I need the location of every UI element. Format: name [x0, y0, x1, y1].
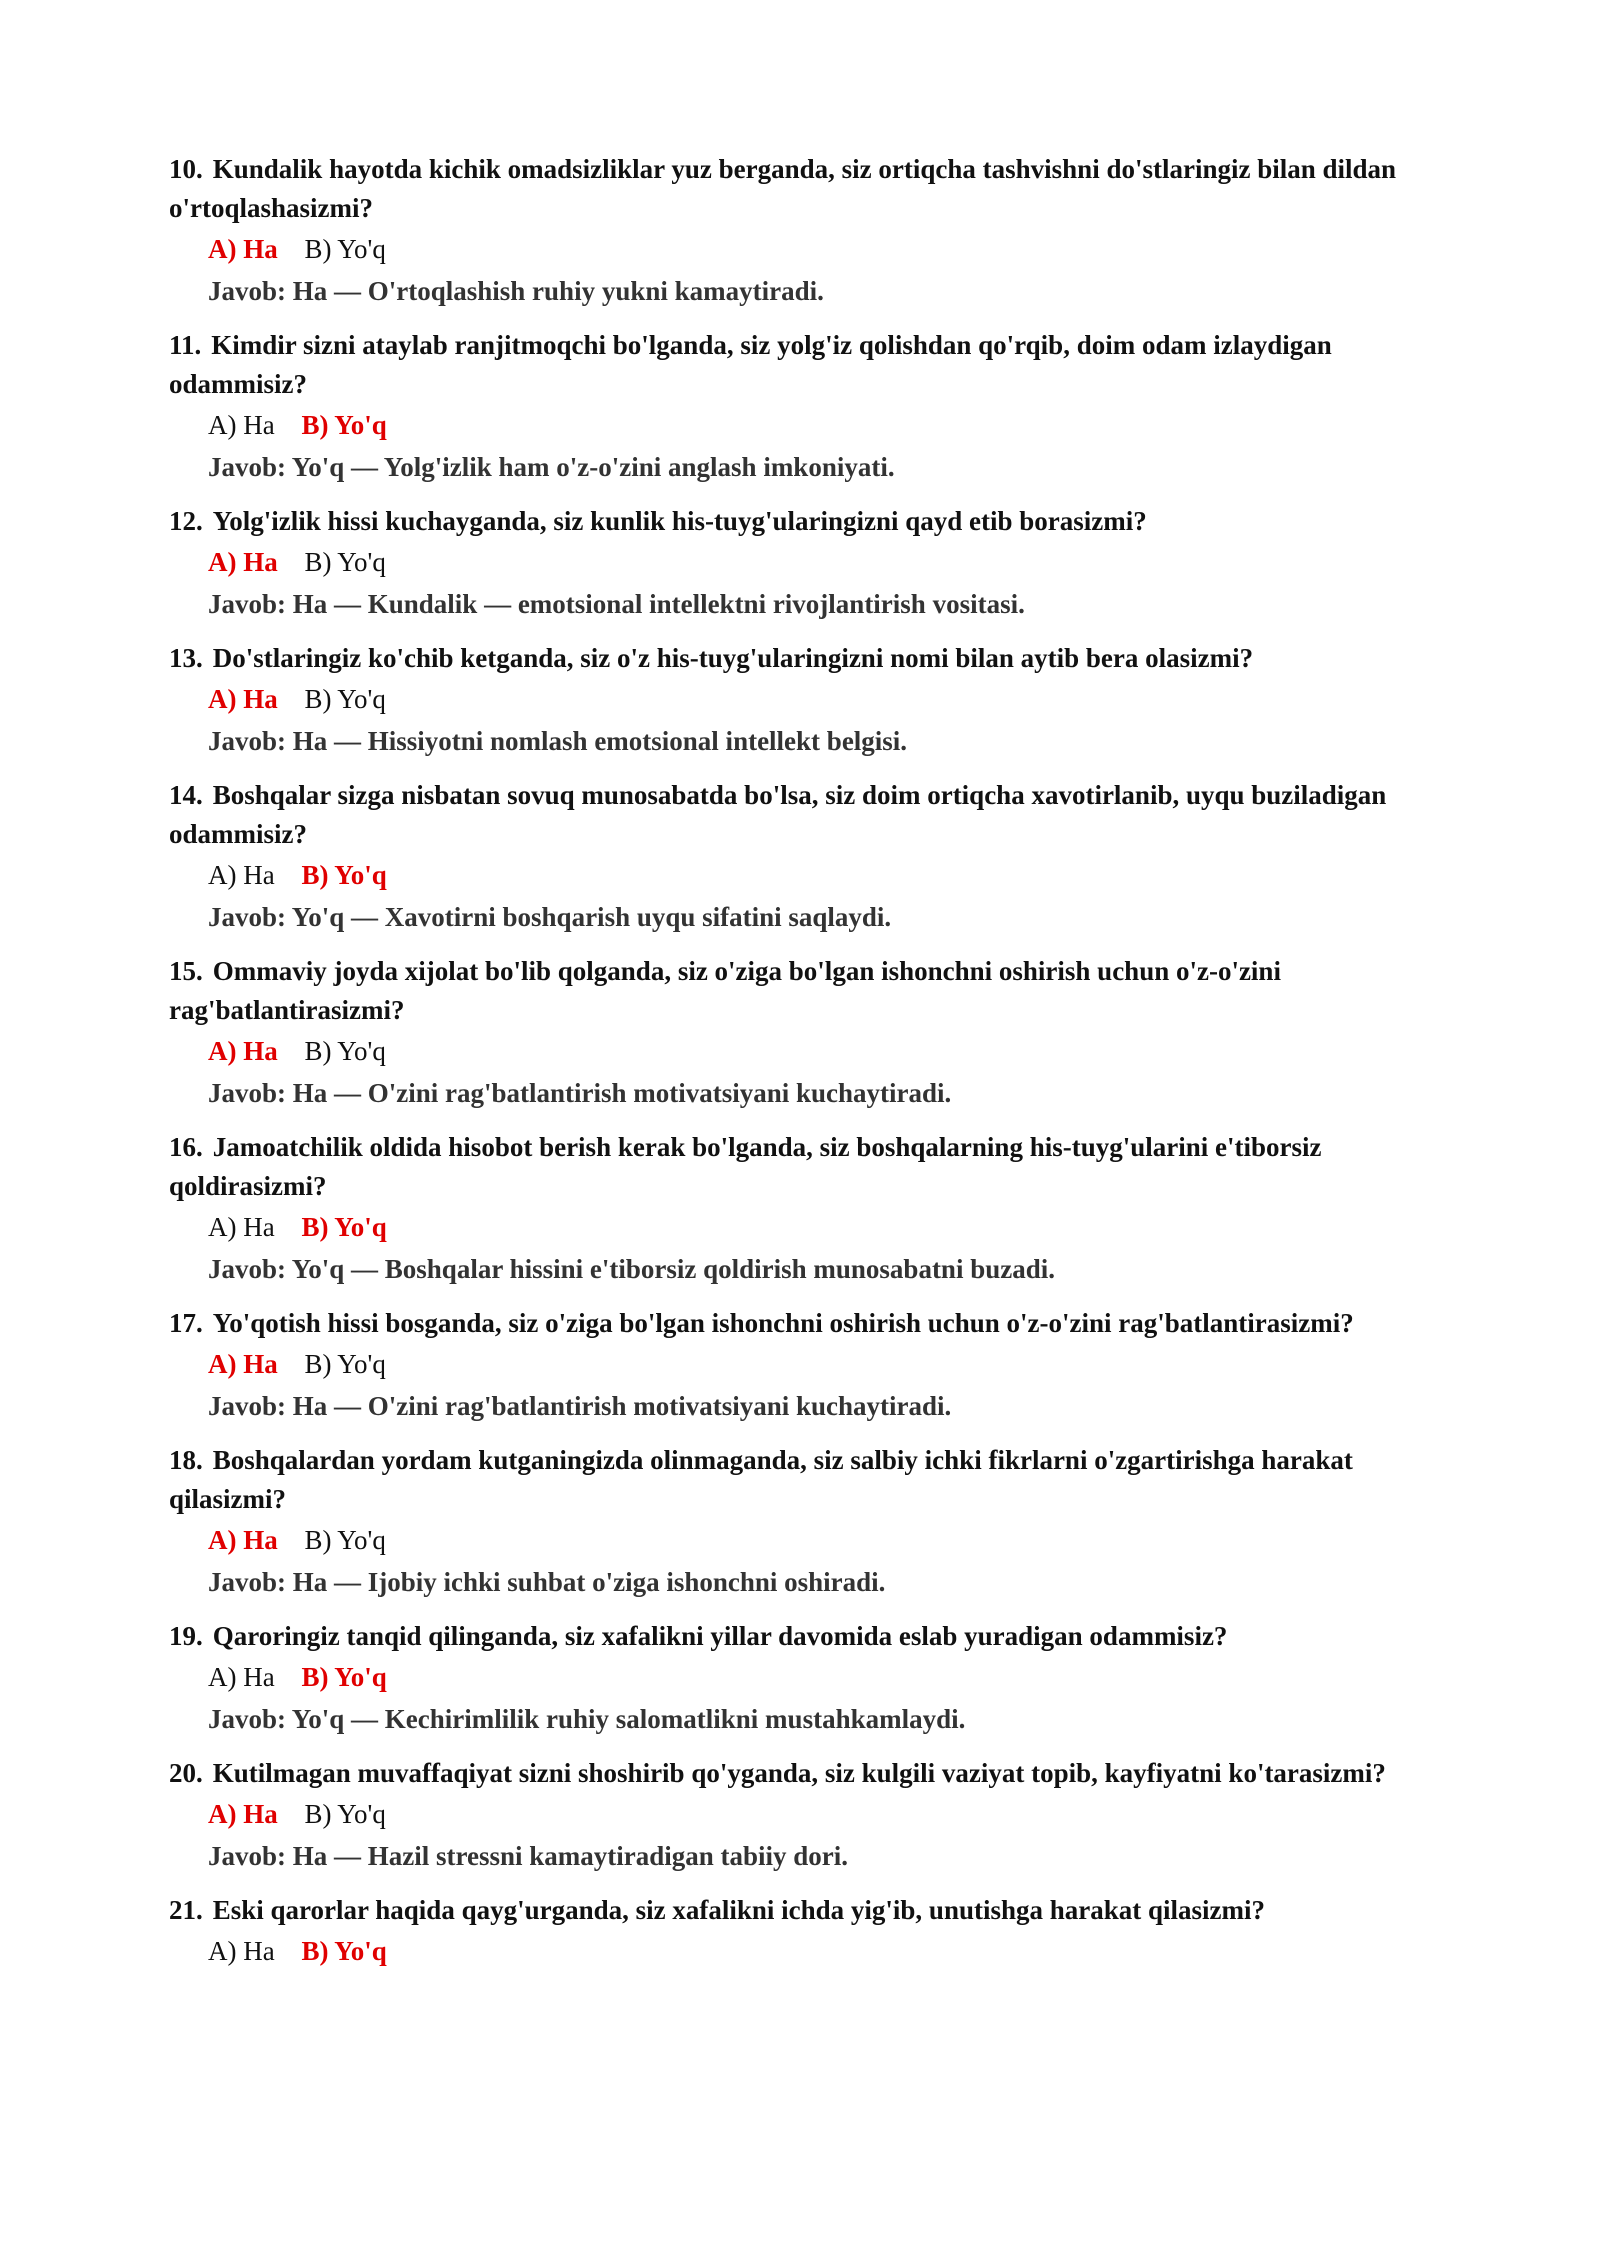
answer-explanation: Javob: Ha — O'zini rag'batlantirish motivatsiyani kuchaytiradi.: [208, 1078, 952, 1108]
question-number: 16.: [169, 1132, 203, 1162]
question-number: 20.: [169, 1758, 203, 1788]
option-b[interactable]: B) Yo'q: [304, 1036, 386, 1066]
option-a[interactable]: A) Ha: [208, 547, 278, 577]
answer-explanation: Javob: Yo'q — Boshqalar hissini e'tiborsiz qoldirish munosabatni buzadi.: [208, 1254, 1055, 1284]
question-item: [169, 502, 1460, 625]
question-body: Ommaviy joyda xijolat bo'lib qolganda, siz o'ziga bo'lgan ishonchni oshirish uchun o'z-o'zini rag'batlantirasizmi?: [169, 956, 1281, 1025]
question-item: [169, 1617, 1460, 1740]
answer-explanation: Javob: Ha — Kundalik — emotsional intellektni rivojlantirish vositasi.: [208, 589, 1025, 619]
option-b[interactable]: B) Yo'q: [304, 547, 386, 577]
question-text: [169, 639, 1460, 678]
option-a[interactable]: A) Ha: [208, 684, 278, 714]
question-item: [169, 1304, 1460, 1427]
question-body: Jamoatchilik oldida hisobot berish kerak bo'lganda, siz boshqalarning his-tuyg'ularini e'tiborsiz qoldirasizmi?: [169, 1132, 1322, 1201]
question-text: [169, 1304, 1460, 1343]
answer-options: [169, 854, 1460, 896]
question-number: 15.: [169, 956, 203, 986]
option-a[interactable]: A) Ha: [208, 1349, 278, 1379]
option-b[interactable]: B) Yo'q: [301, 410, 387, 440]
question-text: [169, 1128, 1460, 1206]
option-b[interactable]: B) Yo'q: [301, 1212, 387, 1242]
question-number: 21.: [169, 1895, 203, 1925]
question-body: Boshqalar sizga nisbatan sovuq munosabatda bo'lsa, siz doim ortiqcha xavotirlanib, uyqu buziladigan odammisiz?: [169, 780, 1387, 849]
question-item: [169, 150, 1460, 312]
answer-explanation: Javob: Ha — O'zini rag'batlantirish motivatsiyani kuchaytiradi.: [208, 1391, 952, 1421]
question-item: [169, 776, 1460, 938]
question-text: [169, 1617, 1460, 1656]
option-a[interactable]: A) Ha: [208, 1212, 275, 1242]
answer-explanation: Javob: Ha — Hazil stressni kamaytiradigan tabiiy dori.: [208, 1841, 849, 1871]
question-item: [169, 952, 1460, 1114]
answer-options: [169, 228, 1460, 270]
option-a[interactable]: A) Ha: [208, 1799, 278, 1829]
answer-explanation: Javob: Ha — O'rtoqlashish ruhiy yukni kamaytiradi.: [208, 276, 824, 306]
answer-options: [169, 1206, 1460, 1248]
option-b[interactable]: B) Yo'q: [304, 1799, 386, 1829]
question-body: Boshqalardan yordam kutganingizda olinmaganda, siz salbiy ichki fikrlarni o'zgartirishga harakat qilasizmi?: [169, 1445, 1353, 1514]
answer-options: [169, 1656, 1460, 1698]
question-number: 18.: [169, 1445, 203, 1475]
question-body: Eski qarorlar haqida qayg'urganda, siz xafalikni ichda yig'ib, unutishga harakat qilasizmi?: [212, 1895, 1266, 1925]
question-text: [169, 1891, 1460, 1930]
option-b[interactable]: B) Yo'q: [304, 1349, 386, 1379]
question-item: [169, 1754, 1460, 1877]
answer-options: [169, 1793, 1460, 1835]
question-number: 19.: [169, 1621, 203, 1651]
question-item: [169, 326, 1460, 488]
option-a[interactable]: A) Ha: [208, 1662, 275, 1692]
question-number: 17.: [169, 1308, 203, 1338]
option-a[interactable]: A) Ha: [208, 410, 275, 440]
question-text: [169, 952, 1460, 1030]
option-b[interactable]: B) Yo'q: [301, 860, 387, 890]
question-text: [169, 502, 1460, 541]
answer-options: [169, 1030, 1460, 1072]
answer-explanation: Javob: Yo'q — Kechirimlilik ruhiy salomatlikni mustahkamlaydi.: [208, 1704, 966, 1734]
question-text: [169, 1754, 1460, 1793]
option-a[interactable]: A) Ha: [208, 860, 275, 890]
option-b[interactable]: B) Yo'q: [304, 1525, 386, 1555]
question-body: Kundalik hayotda kichik omadsizliklar yuz berganda, siz ortiqcha tashvishni do'stlaringiz bilan dildan o'rtoqlashasizmi?: [169, 154, 1397, 223]
question-body: Kimdir sizni ataylab ranjitmoqchi bo'lganda, siz yolg'iz qolishdan qo'rqib, doim odam izlaydigan odammisiz?: [169, 330, 1332, 399]
question-body: Do'stlaringiz ko'chib ketganda, siz o'z his-tuyg'ularingizni nomi bilan aytib bera olasizmi?: [212, 643, 1254, 673]
option-b[interactable]: B) Yo'q: [301, 1936, 387, 1966]
question-item: [169, 639, 1460, 762]
answer-explanation: Javob: Ha — Ijobiy ichki suhbat o'ziga ishonchni oshiradi.: [208, 1567, 886, 1597]
question-number: 12.: [169, 506, 203, 536]
question-text: [169, 326, 1460, 404]
answer-options: [169, 1930, 1460, 1972]
option-a[interactable]: A) Ha: [208, 1936, 275, 1966]
option-b[interactable]: B) Yo'q: [304, 684, 386, 714]
question-body: Kutilmagan muvaffaqiyat sizni shoshirib qo'yganda, siz kulgili vaziyat topib, kayfiyatni ko'tarasizmi?: [212, 1758, 1386, 1788]
question-item: [169, 1441, 1460, 1603]
option-a[interactable]: A) Ha: [208, 234, 278, 264]
option-b[interactable]: B) Yo'q: [301, 1662, 387, 1692]
question-text: [169, 1441, 1460, 1519]
answer-options: [169, 678, 1460, 720]
question-number: 13.: [169, 643, 203, 673]
question-number: 11.: [169, 330, 202, 360]
question-number: 10.: [169, 154, 203, 184]
answer-explanation: Javob: Yo'q — Xavotirni boshqarish uyqu sifatini saqlaydi.: [208, 902, 892, 932]
answer-options: [169, 404, 1460, 446]
answer-explanation: Javob: Yo'q — Yolg'izlik ham o'z-o'zini anglash imkoniyati.: [208, 452, 895, 482]
question-number: 14.: [169, 780, 203, 810]
option-a[interactable]: A) Ha: [208, 1036, 278, 1066]
answer-options: [169, 1519, 1460, 1561]
question-body: Yolg'izlik hissi kuchayganda, siz kunlik his-tuyg'ularingizni qayd etib borasizmi?: [212, 506, 1147, 536]
question-body: Qaroringiz tanqid qilinganda, siz xafalikni yillar davomida eslab yuradigan odammisiz?: [212, 1621, 1228, 1651]
question-item: [169, 1128, 1460, 1290]
question-text: [169, 776, 1460, 854]
answer-explanation: Javob: Ha — Hissiyotni nomlash emotsional intellekt belgisi.: [208, 726, 908, 756]
question-list: [169, 150, 1460, 1972]
question-text: [169, 150, 1460, 228]
option-b[interactable]: B) Yo'q: [304, 234, 386, 264]
option-a[interactable]: A) Ha: [208, 1525, 278, 1555]
answer-options: [169, 1343, 1460, 1385]
answer-options: [169, 541, 1460, 583]
question-body: Yo'qotish hissi bosganda, siz o'ziga bo'lgan ishonchni oshirish uchun o'z-o'zini rag'batlantirasizmi?: [212, 1308, 1354, 1338]
question-item: [169, 1891, 1460, 1972]
